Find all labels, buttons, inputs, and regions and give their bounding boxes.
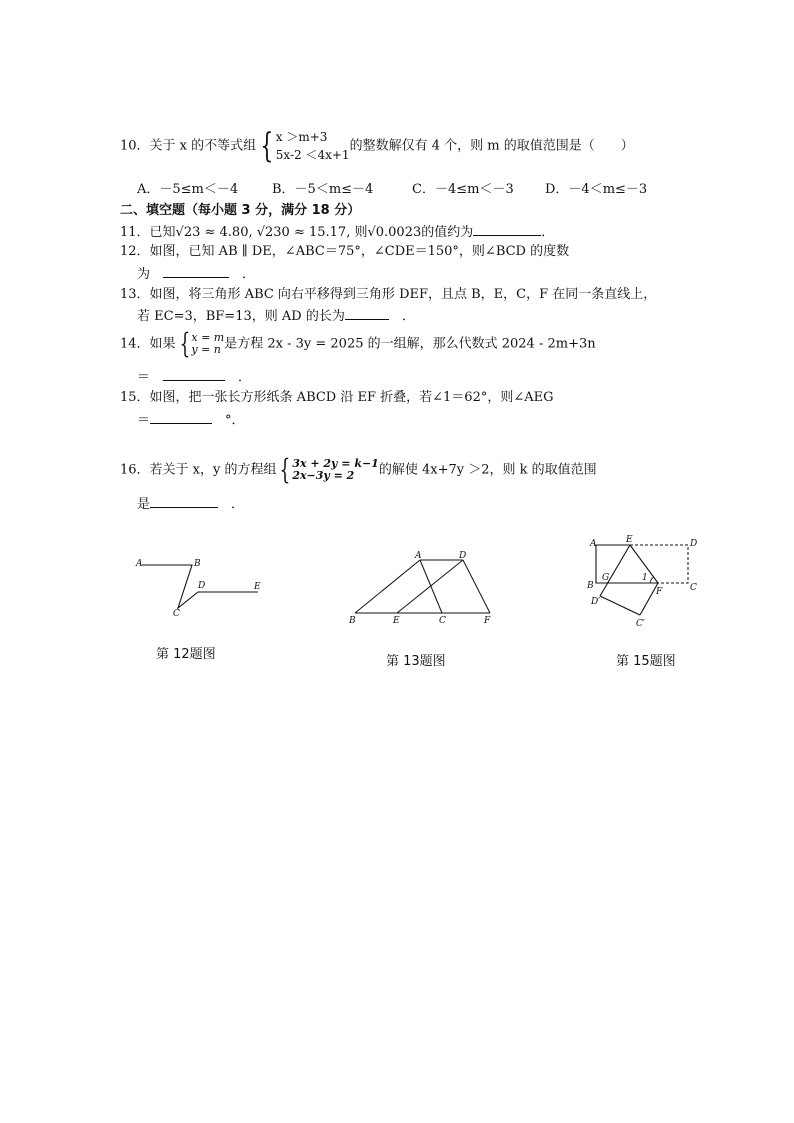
q15-line2: [137, 410, 245, 430]
figure-15-diagram: [582, 530, 707, 630]
q16-suffix: 的解使 4x+7y ＞2，则 k 的取值范围: [378, 462, 597, 478]
q12-prefix: 为: [137, 267, 151, 282]
figure-12-diagram: [130, 550, 270, 620]
left-brace-icon: {: [280, 453, 291, 486]
figure-13-caption: 第 13题图: [386, 654, 446, 669]
q12-line2: [137, 264, 255, 284]
fig13-label-d: D: [459, 551, 467, 561]
fig15-label-d: D: [690, 539, 698, 549]
q10-options: [137, 181, 737, 199]
fig12-label-c: C: [173, 609, 180, 619]
q14-prefix: 14．如果: [120, 336, 176, 352]
left-brace-icon: {: [260, 126, 274, 166]
fig13-label-b: B: [349, 616, 356, 626]
fig15-label-1: 1: [642, 573, 648, 583]
fig15-label-b: B: [587, 581, 594, 591]
q13-answer-blank: [345, 306, 389, 320]
q10-suffix: 的整数解仅有 4 个，则 m 的取值范围是（ ）: [349, 138, 634, 154]
q14-row2: y = n: [191, 343, 221, 356]
fig15-label-e: E: [626, 535, 633, 545]
q10-option-b: B．－5＜m≤－4: [272, 182, 374, 197]
figure-13-diagram: [345, 550, 500, 630]
figure-13: [345, 550, 500, 634]
q15-prefix: ＝: [137, 413, 151, 428]
q16-row2: 2x−3y = 2: [292, 469, 355, 482]
fig12-label-b: B: [194, 559, 201, 569]
q14-line2: [137, 367, 251, 387]
figure-12: [130, 550, 270, 624]
question-11: [120, 222, 554, 242]
q16-prefix: 16．若关于 x，y 的方程组: [120, 462, 277, 478]
figure-15-caption: 第 15题图: [616, 654, 676, 669]
question-10: [120, 128, 634, 164]
q14-prefix2: ＝: [137, 370, 151, 385]
q16-answer-blank: [150, 494, 218, 508]
fig12-label-d: D: [198, 581, 206, 591]
q10-row2: 5x-2 ＜4x+1: [275, 148, 350, 162]
q14-equation-system: [176, 327, 225, 360]
q14-row1: x = m: [191, 331, 225, 344]
figure-15: [582, 530, 707, 634]
q10-prefix: 10．关于 x 的不等式组: [120, 138, 257, 154]
section-2-heading: 二、填空题（每小题 3 分，满分 18 分）: [120, 203, 361, 218]
q14-answer-blank: [163, 367, 225, 381]
fig15-label-f: F: [656, 587, 663, 597]
fig15-label-c: C: [690, 583, 697, 593]
q14-end: ．: [238, 370, 252, 385]
fig15-label-g: G: [602, 573, 610, 583]
fig15-label-c-prime: C′: [636, 619, 645, 629]
q16-end: ．: [231, 497, 245, 512]
q12-end: ．: [242, 267, 256, 282]
question-14: [120, 327, 596, 360]
fig13-label-e: E: [393, 616, 400, 626]
fig13-label-c: C: [439, 616, 446, 626]
q15-end: °．: [225, 413, 245, 428]
fig13-label-a: A: [415, 551, 422, 561]
fig15-label-a: A: [590, 539, 597, 549]
q11-answer-blank: [473, 222, 541, 236]
q12-answer-blank: [163, 264, 229, 278]
q11-text: 11．已知√23 ≈ 4.80, √230 ≈ 15.17, 则√0.0023的值约为: [120, 225, 474, 240]
left-brace-icon: {: [179, 327, 190, 360]
fig15-label-d-prime: D′: [591, 597, 601, 607]
q10-inequality-system: [256, 128, 349, 164]
q15-answer-blank: [150, 410, 212, 424]
fig12-label-e: E: [254, 582, 261, 592]
q16-line2: [137, 494, 244, 514]
question-15: 15．如图，把一张长方形纸条 ABCD 沿 EF 折叠，若∠1＝62°，则∠AEG: [120, 390, 554, 405]
q16-row1: 3x + 2y = k−1: [292, 457, 379, 470]
q11-end: ．: [541, 225, 555, 240]
q10-row1: x ＞m+3: [275, 130, 328, 144]
question-16: [120, 453, 597, 486]
q13-prefix: 若 EC=3，BF=13，则 AD 的长为: [137, 309, 345, 324]
q10-option-d: D．－4＜m≤－3: [545, 182, 648, 197]
q10-option-a: A．－5≤m＜－4: [137, 182, 239, 197]
fig13-label-f: F: [484, 616, 491, 626]
question-13: 13．如图，将三角形 ABC 向右平移得到三角形 DEF，且点 B，E，C，F 在同一条直线上，: [120, 287, 657, 302]
q16-prefix2: 是: [137, 497, 151, 512]
q10-option-c: C．－4≤m＜－3: [412, 182, 514, 197]
q13-line2: [137, 306, 415, 326]
q14-suffix: 是方程 2x - 3y = 2025 的一组解，那么代数式 2024 - 2m+3n: [224, 336, 596, 352]
fig12-label-a: A: [136, 559, 143, 569]
q16-equation-system: [276, 453, 379, 486]
question-12: 12．如图，已知 AB ∥ DE，∠ABC＝75°，∠CDE＝150°，则∠BCD 的度数: [120, 244, 570, 259]
figure-12-caption: 第 12题图: [156, 647, 216, 662]
q13-end: ．: [401, 309, 415, 324]
